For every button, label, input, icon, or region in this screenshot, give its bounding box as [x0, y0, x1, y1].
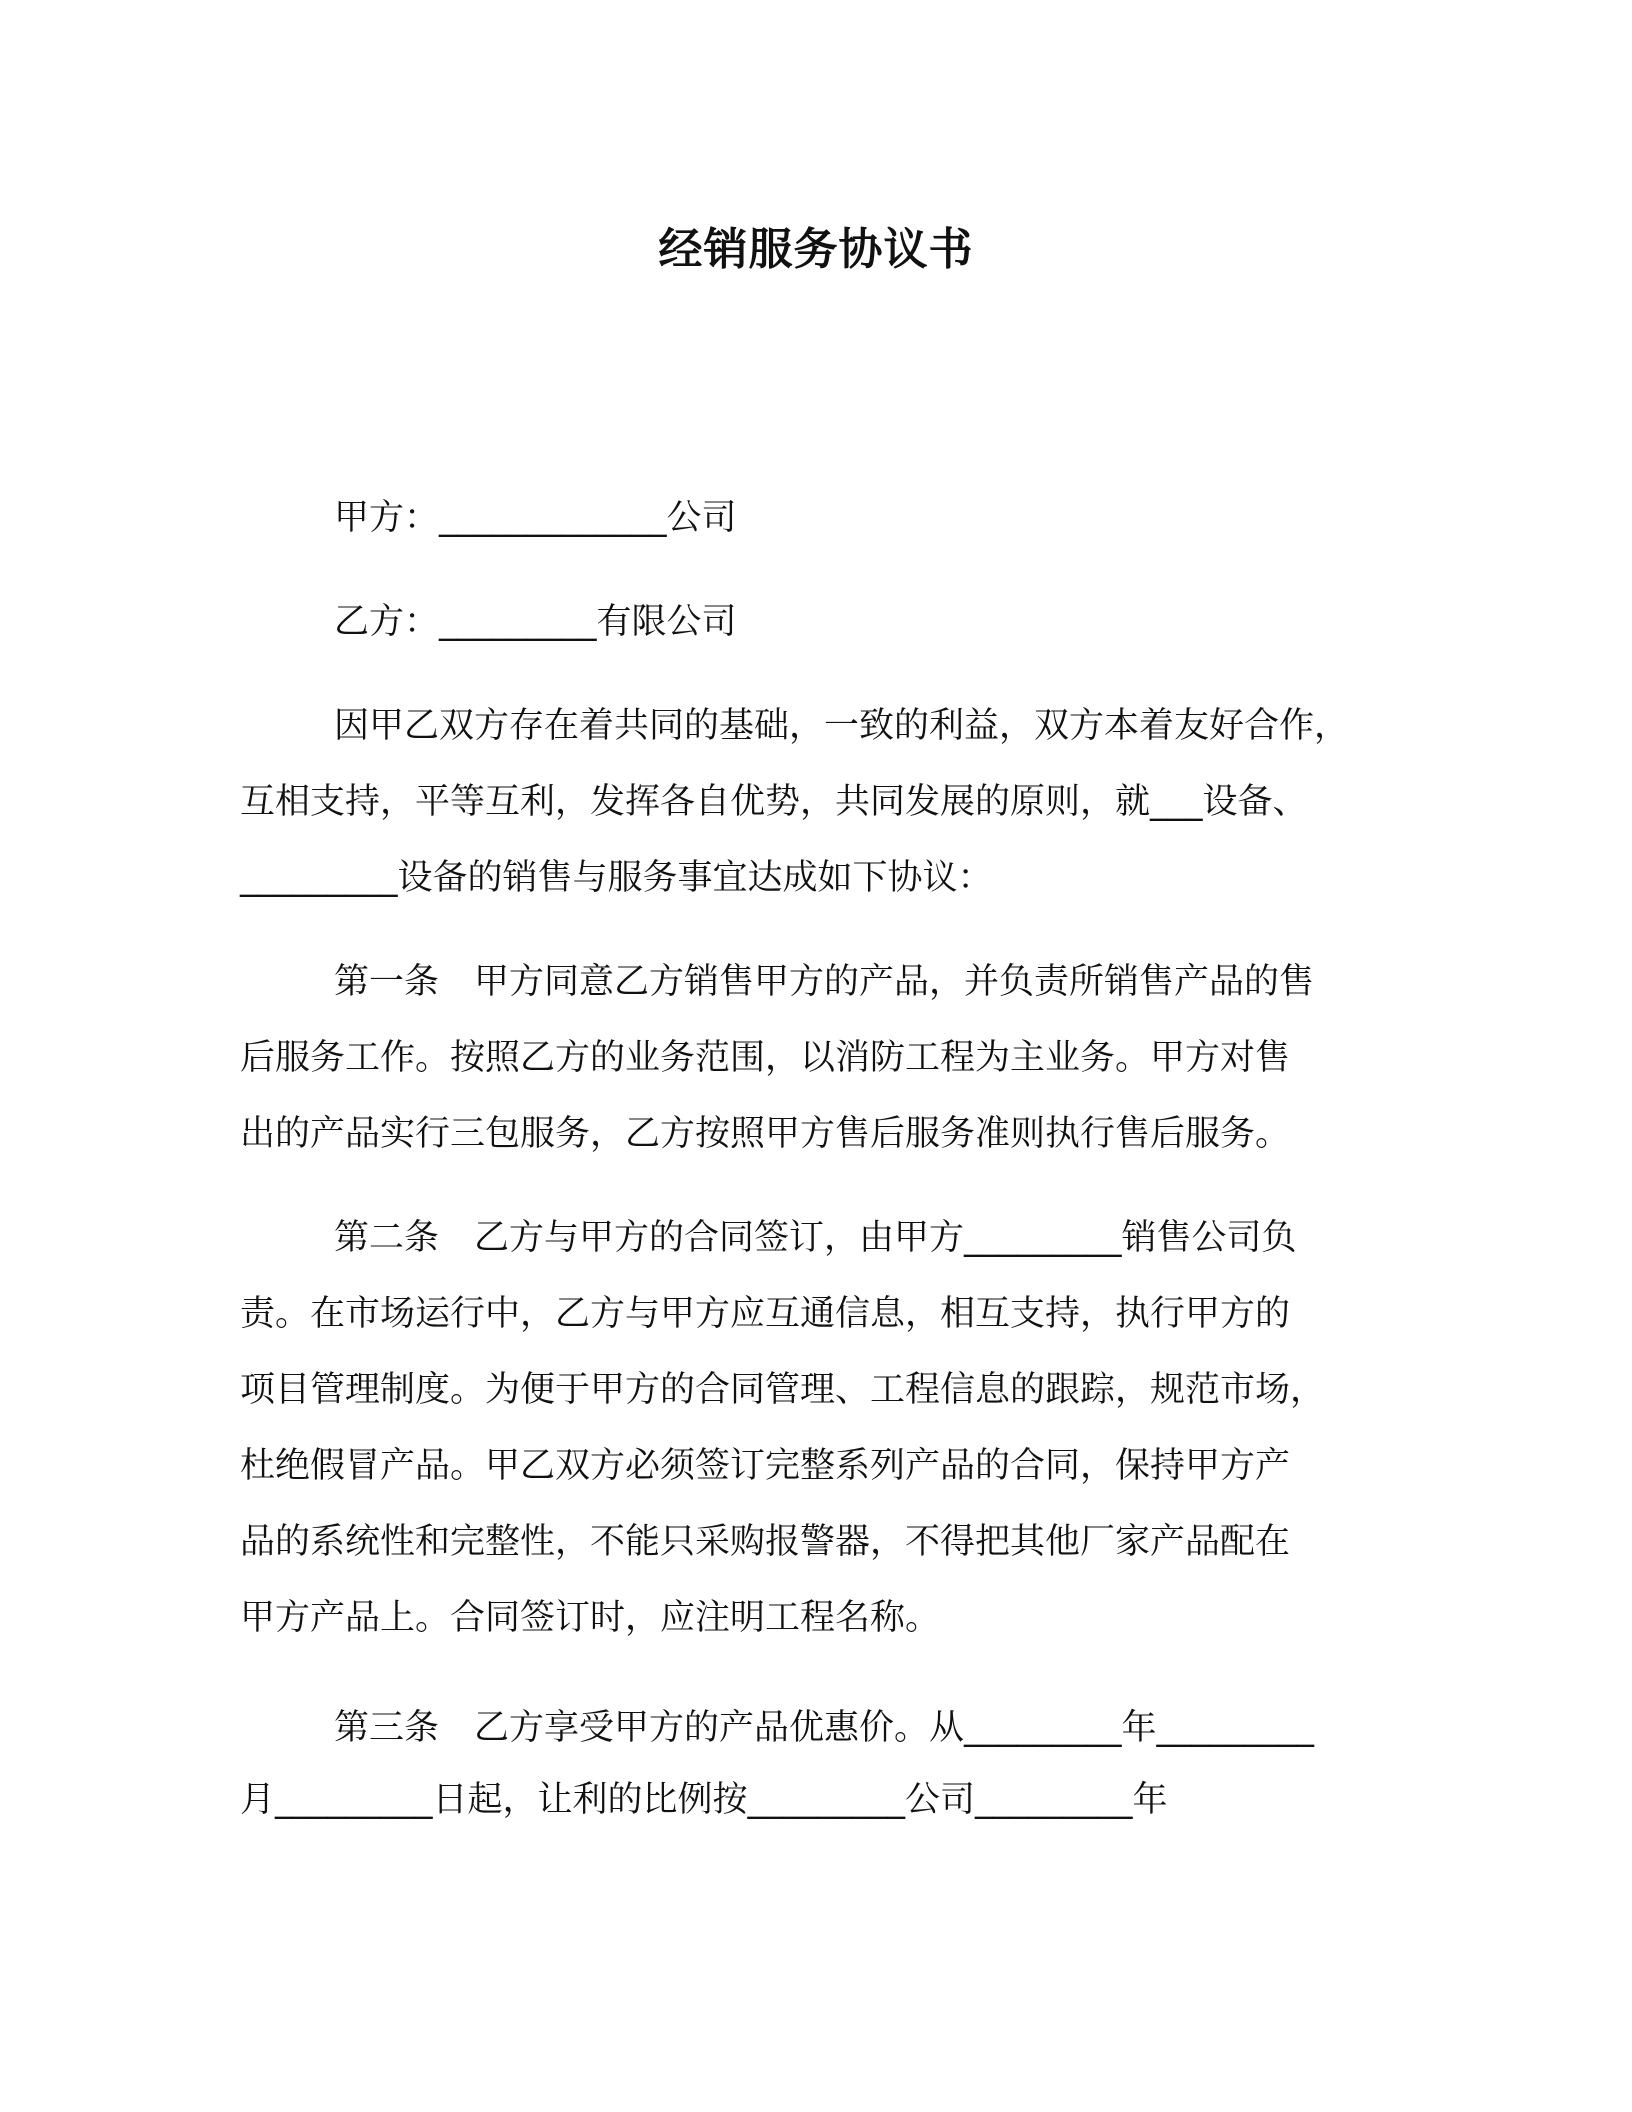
article-2-line-4: 杜绝假冒产品。甲乙双方必须签订完整系列产品的合同，保持甲方产	[240, 1446, 1291, 1486]
article-1-line-2: 后服务工作。按照乙方的业务范围，以消防工程为主业务。甲方对售	[240, 1038, 1291, 1078]
party-b-line: 乙方：_________有限公司	[334, 602, 737, 642]
preamble-line-2: 互相支持，平等互利，发挥各自优势，共同发展的原则，就___设备、	[240, 782, 1308, 822]
document-title: 经销服务协议书	[658, 224, 974, 275]
article-2-line-2: 责。在市场运行中，乙方与甲方应互通信息，相互支持，执行甲方的	[240, 1294, 1291, 1334]
article-3-line-2: 月_________日起，让利的比例按_________公司_________年	[240, 1780, 1168, 1820]
article-1-line-1: 第一条 甲方同意乙方销售甲方的产品，并负责所销售产品的售	[334, 962, 1315, 1002]
article-2-line-3: 项目管理制度。为便于甲方的合同管理、工程信息的跟踪，规范市场，	[240, 1370, 1326, 1410]
article-2-line-5: 品的系统性和完整性，不能只采购报警器，不得把其他厂家产品配在	[240, 1522, 1291, 1562]
article-1-line-3: 出的产品实行三包服务，乙方按照甲方售后服务准则执行售后服务。	[240, 1114, 1291, 1154]
article-2-line-1: 第二条 乙方与甲方的合同签订，由甲方_________销售公司负	[334, 1218, 1297, 1258]
party-a-line: 甲方：_____________公司	[334, 498, 737, 538]
preamble-line-1: 因甲乙双方存在着共同的基础，一致的利益，双方本着友好合作，	[334, 706, 1350, 746]
article-3-line-1: 第三条 乙方享受甲方的产品优惠价。从_________年_________	[334, 1708, 1315, 1748]
article-2-line-6: 甲方产品上。合同签订时，应注明工程名称。	[240, 1598, 941, 1638]
preamble-line-3: _________设备的销售与服务事宜达成如下协议：	[240, 858, 993, 898]
